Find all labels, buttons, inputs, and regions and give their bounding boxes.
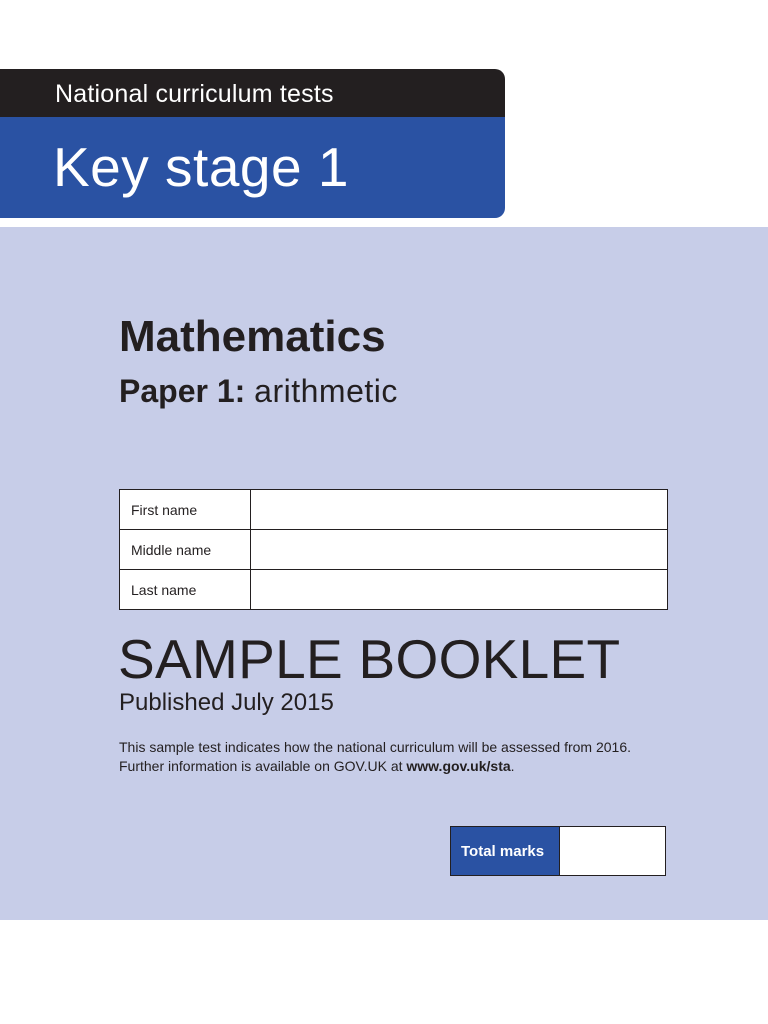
info-text (119, 738, 631, 776)
last-name-row (120, 570, 667, 609)
paper-name: arithmetic (254, 373, 398, 409)
info-line-2-prefix: Further information is available on GOV.UK at (119, 758, 407, 774)
total-marks-box (450, 826, 666, 876)
first-name-field[interactable] (251, 490, 667, 529)
total-marks-label: Total marks (451, 827, 560, 875)
booklet-title: SAMPLE BOOKLET (118, 628, 621, 690)
info-line-2-suffix: . (510, 758, 515, 774)
subject-title: Mathematics (119, 312, 386, 361)
stage-title: Key stage 1 (53, 136, 349, 198)
name-fields-table (119, 489, 668, 610)
series-title: National curriculum tests (55, 80, 334, 108)
last-name-label: Last name (120, 570, 251, 609)
published-date: Published July 2015 (119, 689, 334, 716)
cover-panel (0, 227, 768, 920)
banner-stage-bar (0, 117, 505, 218)
info-url-link[interactable]: www.gov.uk/sta (406, 758, 511, 774)
middle-name-row (120, 530, 667, 570)
first-name-row (120, 490, 667, 530)
total-marks-field[interactable] (560, 827, 665, 875)
first-name-label: First name (120, 490, 251, 529)
info-line-1: This sample test indicates how the national curriculum will be assessed from 2016. (119, 739, 632, 755)
banner-series-bar (0, 69, 505, 117)
last-name-field[interactable] (251, 570, 667, 609)
middle-name-label: Middle name (120, 530, 251, 569)
info-line-2 (119, 757, 631, 776)
middle-name-field[interactable] (251, 530, 667, 569)
header-banner (0, 69, 505, 218)
paper-number: Paper 1: (119, 373, 246, 409)
paper-title (119, 373, 398, 410)
